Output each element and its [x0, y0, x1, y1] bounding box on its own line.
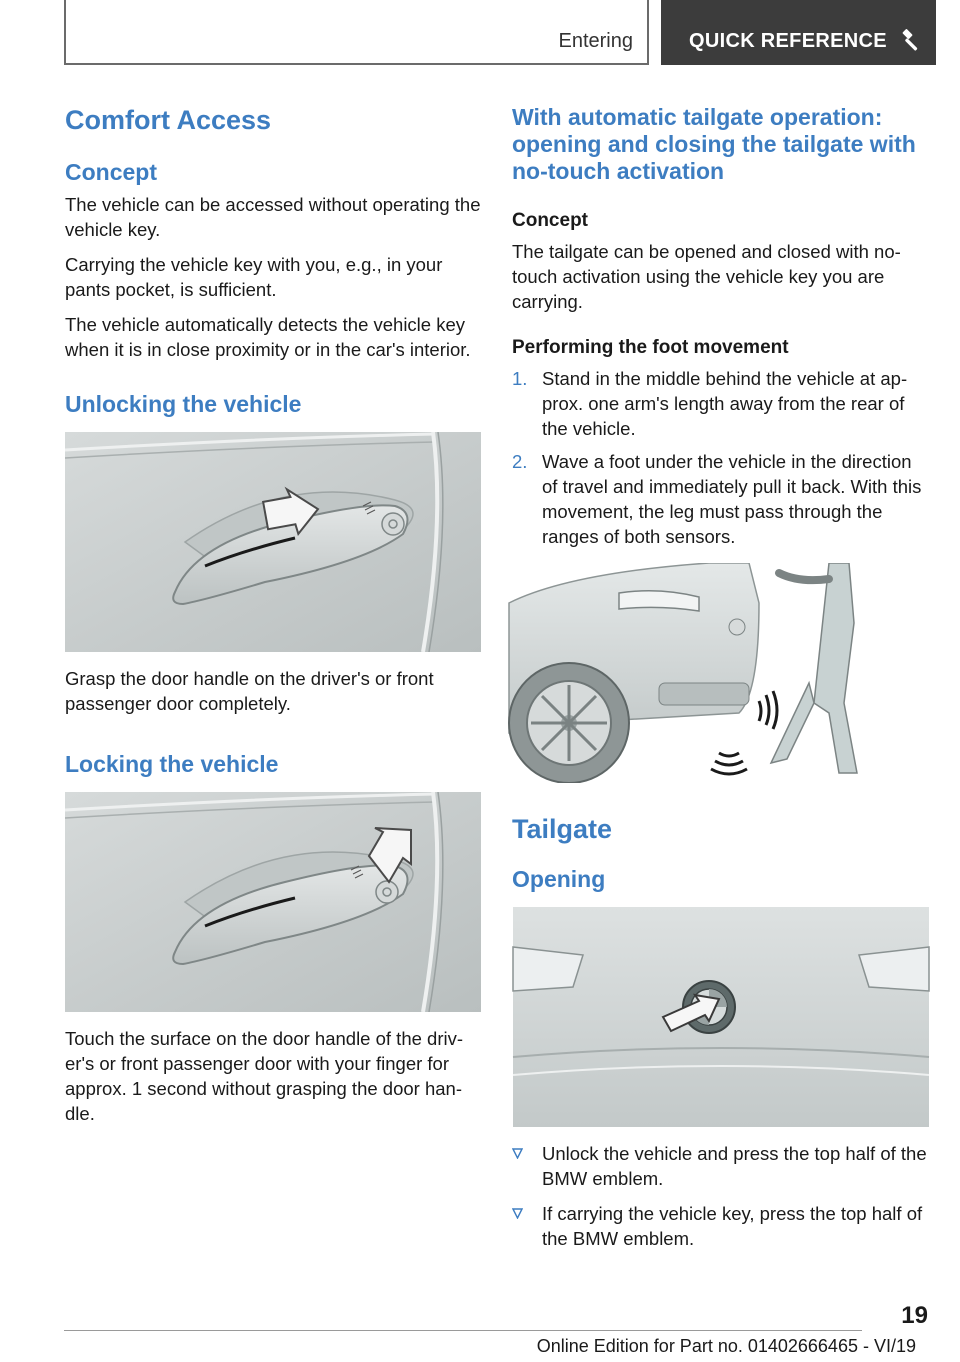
header-section-box — [64, 0, 649, 65]
step-2 — [512, 449, 930, 549]
unlocking-heading: Unlocking the vehicle — [65, 391, 302, 417]
footer-divider — [64, 1330, 862, 1331]
right-column — [512, 100, 930, 1251]
step-2-number: 2. — [512, 451, 528, 472]
bmw-emblem-illustration — [512, 907, 930, 1127]
locking-heading: Locking the vehicle — [65, 751, 279, 777]
concept-paragraph-2: Carrying the vehicle key with you, e.g., in your pants pocket, is sufficient. — [65, 254, 443, 300]
triangle-bullet-icon — [512, 1148, 523, 1159]
door-handle-touch-illustration — [65, 792, 481, 1012]
tailgate-concept-heading: Concept — [512, 210, 588, 231]
lock-instruction: Touch the surface on the door handle of the driver's or front passenger door with your finger for approx. 1 second without grasping the door handle. — [65, 1028, 464, 1124]
tailgate-concept-text: The tailgate can be opened and closed with no-touch activation using the vehicle key you are carrying. — [512, 241, 901, 312]
header-section-title: Entering — [558, 30, 633, 52]
left-column — [65, 100, 481, 1126]
foot-movement-heading: Performing the foot movement — [512, 337, 789, 358]
concept-heading: Concept — [65, 159, 157, 185]
quick-reference-label: QUICK REFERENCE — [689, 30, 887, 52]
quick-reference-tab[interactable] — [661, 0, 936, 65]
concept-paragraph-1: The vehicle can be accessed without operating the vehicle key. — [65, 194, 481, 240]
foot-movement-illustration — [508, 563, 926, 783]
step-1-text: Stand in the middle behind the vehicle at approx. one arm's length away from the rear of the vehicle. — [542, 368, 908, 439]
triangle-bullet-icon — [512, 1208, 523, 1219]
footer-edition: Online Edition for Part no. 01402666465 - VI/19 — [536, 1336, 916, 1356]
opening-heading: Opening — [512, 866, 606, 892]
bullet-1 — [512, 1141, 930, 1191]
concept-paragraph-3: The vehicle automatically detects the vehicle key when it is in close proximity or in the car's interior. — [65, 314, 471, 360]
wrench-hammer-icon — [899, 28, 925, 54]
automatic-tailgate-heading: With automatic tailgate operation: opening and closing the tailgate with no-touch activation — [512, 104, 916, 184]
tailgate-heading: Tailgate — [512, 814, 613, 844]
bullet-1-text: Unlock the vehicle and press the top half of the BMW emblem. — [542, 1143, 927, 1189]
step-1 — [512, 366, 930, 441]
comfort-access-title: Comfort Access — [65, 105, 272, 135]
door-handle-grasp-illustration — [65, 432, 481, 652]
bullet-2 — [512, 1201, 930, 1251]
unlock-instruction: Grasp the door handle on the driver's or front passenger door completely. — [65, 668, 434, 714]
step-1-number: 1. — [512, 368, 528, 389]
page-number: 19 — [901, 1302, 928, 1329]
bullet-2-text: If carrying the vehicle key, press the top half of the BMW emblem. — [542, 1203, 923, 1249]
step-2-text: Wave a foot under the vehicle in the direction of travel and immediately pull it back. With this movement, the leg must pass through the ranges of both sensors. — [542, 451, 922, 547]
